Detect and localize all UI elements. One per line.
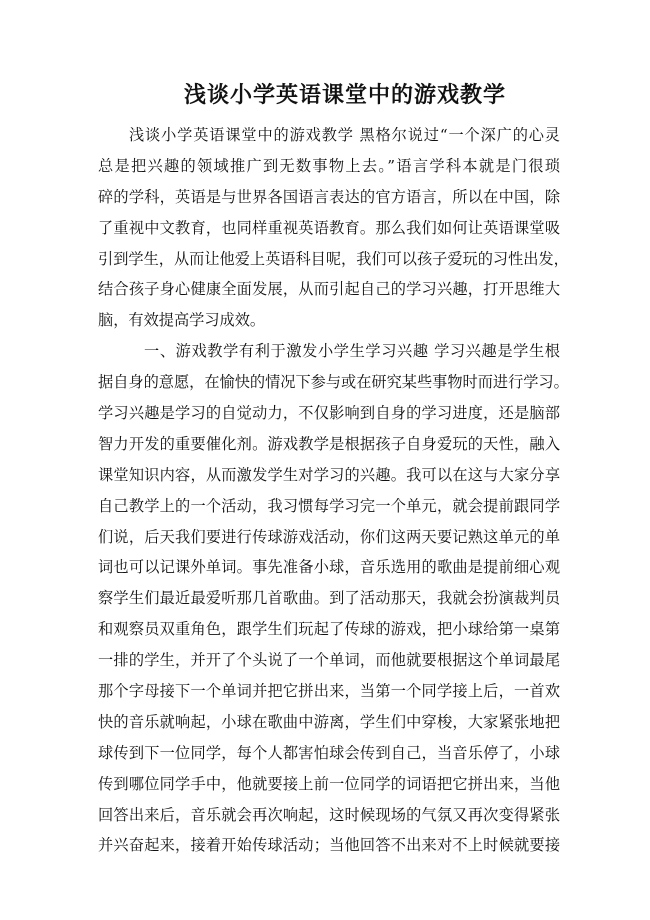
- paragraph-line: 智力开发的重要催化剂。游戏教学是根据孩子自身爱玩的天性，融入: [98, 434, 560, 453]
- paragraph-line: 并兴奋起来，接着开始传球活动；当他回答不出来对不上时候就要接: [98, 836, 560, 855]
- paragraph-line: 脑，有效提高学习成效。: [98, 311, 266, 330]
- paragraph-line: 回答出来后，音乐就会再次响起，这时候现场的气氛又再次变得紧张: [98, 805, 560, 824]
- paragraph-line: 一、游戏教学有利于激发小学生学习兴趣 学习兴趣是学生根: [144, 342, 560, 361]
- paragraph-line: 学习兴趣是学习的自觉动力，不仅影响到自身的学习进度，还是脑部: [98, 404, 560, 423]
- paragraph-line: 总是把兴趣的领域推广到无数事物上去。”语言学科本就是门很琐: [98, 156, 560, 175]
- paragraph-line: 那个字母接下一个单词并把它拼出来，当第一个同学接上后，一首欢: [98, 682, 560, 701]
- paragraph-line: 们说，后天我们要进行传球游戏活动，你们这两天要记熟这单元的单: [98, 527, 560, 546]
- paragraph-line: 自己教学上的一个活动，我习惯每学习完一个单元，就会提前跟同学: [98, 496, 560, 515]
- paragraph-line: 浅谈小学英语课堂中的游戏教学 黑格尔说过“一个深广的心灵: [129, 126, 560, 144]
- paragraph-line: 引到学生，从而让他爱上英语科目呢，我们可以孩子爱玩的习性出发，: [98, 249, 569, 268]
- paragraph-line: 和观察员双重角色，跟学生们玩起了传球的游戏，把小球给第一桌第: [98, 620, 560, 639]
- document-title: 浅谈小学英语课堂中的游戏教学: [183, 82, 506, 108]
- paragraph-line: 结合孩子身心健康全面发展，从而引起自己的学习兴趣，打开思维大: [98, 280, 560, 299]
- paragraph-line: 词也可以记课外单词。事先准备小球，音乐选用的歌曲是提前细心观: [98, 558, 560, 577]
- paragraph-line: 碎的学科，英语是与世界各国语言表达的官方语言，所以在中国，除: [98, 187, 560, 206]
- paragraph-line: 察学生们最近最爱听那几首歌曲。到了活动那天，我就会扮演裁判员: [98, 589, 560, 608]
- paragraph-line: 快的音乐就响起，小球在歌曲中游离，学生们中穿梭，大家紧张地把: [98, 712, 560, 731]
- paragraph-line: 据自身的意愿，在愉快的情况下参与或在研究某些事物时而进行学习。: [98, 373, 569, 392]
- paragraph-line: 球传到下一位同学，每个人都害怕球会传到自己，当音乐停了，小球: [98, 743, 560, 762]
- document-body: [98, 120, 569, 861]
- paragraph-line: 一排的学生，并开了个头说了一个单词，而他就要根据这个单词最尾: [98, 651, 560, 670]
- paragraph-line: 了重视中文教育，也同样重视英语教育。那么我们如何让英语课堂吸: [98, 218, 560, 237]
- paragraph-line: 课堂知识内容，从而激发学生对学习的兴趣。我可以在这与大家分享: [98, 465, 560, 484]
- paragraph-line: 传到哪位同学手中，他就要接上前一位同学的词语把它拼出来，当他: [98, 774, 560, 793]
